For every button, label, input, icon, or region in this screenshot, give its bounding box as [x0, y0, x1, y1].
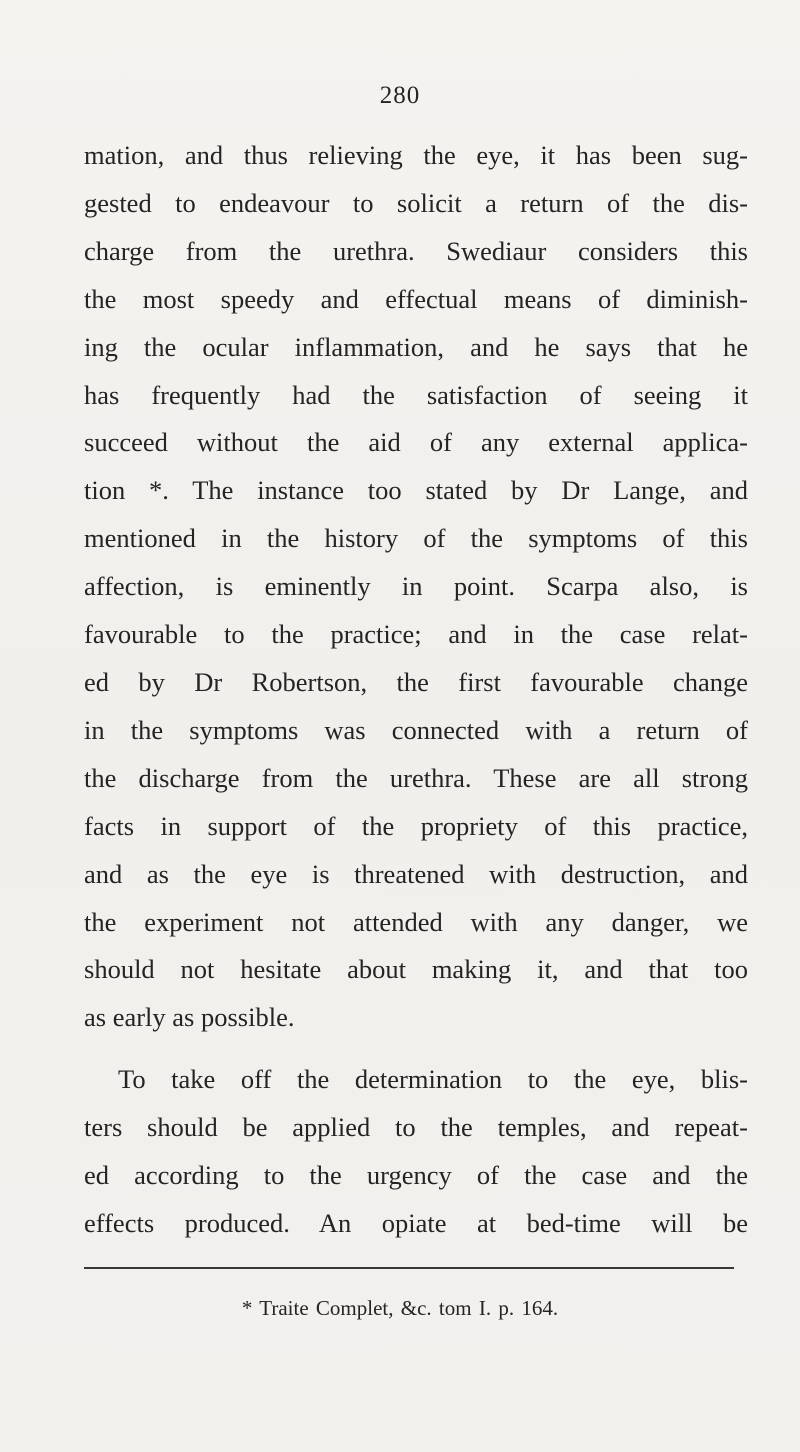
text-line: as early as possible.	[84, 1002, 295, 1033]
text-line: ed by Dr Robertson, the first favourable change	[84, 666, 748, 697]
paragraph-1	[84, 132, 748, 1042]
text-line: and as the eye is threatened with destruction, and	[84, 858, 748, 889]
footnote: * Traite Complet, &c. tom I. p. 164.	[241, 1296, 559, 1320]
text-line: should not hesitate about making it, and that too	[84, 954, 748, 985]
paragraph-2	[84, 1056, 748, 1248]
text-line: ters should be applied to the temples, and repeat-	[84, 1111, 748, 1142]
text-line: To take off the determination to the eye, blis-	[118, 1064, 748, 1094]
text-line: favourable to the practice; and in the case relat-	[84, 619, 748, 650]
text-line: the experiment not attended with any danger, we	[84, 906, 748, 937]
text-line: tion *. The instance too stated by Dr Lange, and	[84, 475, 748, 506]
text-line: has frequently had the satisfaction of seeing it	[84, 379, 748, 410]
text-line: the most speedy and effectual means of diminish-	[84, 283, 748, 314]
text-line: mation, and thus relieving the eye, it has been sug-	[84, 140, 748, 170]
text-line: effects produced. An opiate at bed-time will be	[84, 1207, 748, 1238]
footnote-divider	[84, 1267, 734, 1269]
text-line: the discharge from the urethra. These are all strong	[84, 762, 748, 793]
text-line: in the symptoms was connected with a return of	[84, 714, 748, 745]
text-line: charge from the urethra. Swediaur considers this	[84, 235, 748, 266]
text-line: facts in support of the propriety of this practice,	[84, 810, 748, 841]
text-line: succeed without the aid of any external applica-	[84, 427, 748, 458]
page-number: 280	[379, 82, 421, 109]
text-line: affection, is eminently in point. Scarpa also, is	[84, 571, 748, 602]
text-line: ing the ocular inflammation, and he says that he	[84, 331, 748, 362]
text-line: ed according to the urgency of the case and the	[84, 1159, 748, 1190]
text-line: gested to endeavour to solicit a return of the dis-	[84, 187, 748, 218]
text-line: mentioned in the history of the symptoms of this	[84, 523, 748, 554]
